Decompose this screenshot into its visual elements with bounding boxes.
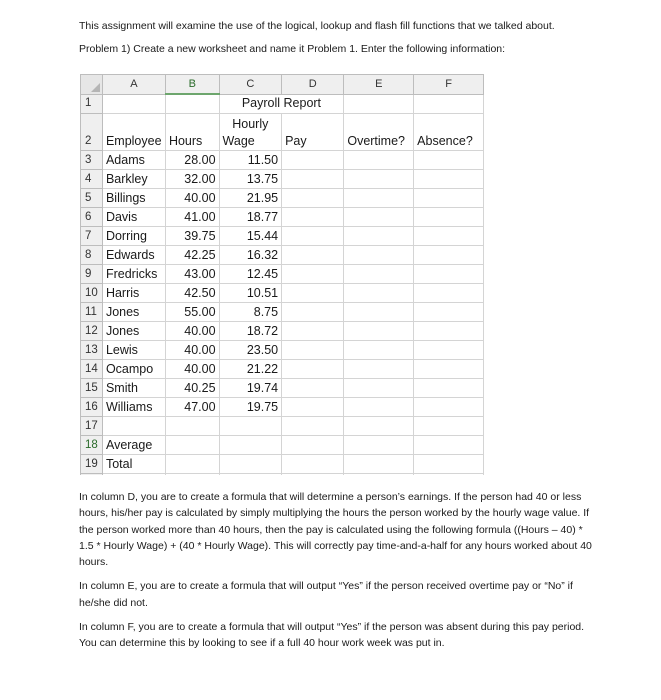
average-label[interactable]: Average — [102, 436, 165, 455]
cell[interactable] — [344, 208, 414, 227]
cell[interactable] — [414, 227, 484, 246]
wage-cell[interactable]: 23.50 — [219, 341, 282, 360]
column-header-a[interactable]: A — [102, 75, 165, 95]
cell[interactable] — [282, 303, 344, 322]
row-header[interactable]: 12 — [81, 322, 103, 341]
cell[interactable] — [414, 303, 484, 322]
wage-cell[interactable]: 16.32 — [219, 246, 282, 265]
cell[interactable] — [165, 455, 219, 474]
cell — [102, 474, 165, 476]
sheet-row — [81, 436, 484, 455]
header-pay[interactable]: Pay — [282, 114, 344, 151]
cell — [165, 474, 219, 476]
cell[interactable] — [102, 94, 165, 114]
row-header[interactable]: 3 — [81, 151, 103, 170]
wage-cell[interactable]: 11.50 — [219, 151, 282, 170]
cell[interactable] — [282, 436, 344, 455]
cell[interactable] — [414, 151, 484, 170]
cell[interactable] — [102, 417, 165, 436]
employee-name-cell[interactable]: Billings — [102, 189, 165, 208]
cell[interactable] — [344, 227, 414, 246]
instruction-column-d: In column D, you are to create a formula that will determine a person’s earnings. If the person had 40 or less hours, his/her pay is calculated by simply multiplying the hours the person worked by the hourly wage value. If the person worked more than 40 hours, then the pay is calculated using the following formula ((Hours – 40) * 1.5 * Hourly Wage) + (40 * Hourly Wage). This will correctly pay time-and-a-half for any hours worked about 40 hours. — [79, 491, 592, 569]
table-row — [81, 151, 484, 170]
employee-name-cell[interactable]: Edwards — [102, 246, 165, 265]
wage-cell[interactable]: 15.44 — [219, 227, 282, 246]
cell[interactable] — [344, 436, 414, 455]
cell[interactable] — [414, 246, 484, 265]
cell[interactable] — [344, 417, 414, 436]
cell[interactable] — [344, 322, 414, 341]
wage-cell[interactable]: 12.45 — [219, 265, 282, 284]
header-wage: Wage — [222, 134, 255, 148]
table-row — [81, 208, 484, 227]
table-row — [81, 398, 484, 417]
table-row — [81, 246, 484, 265]
cell[interactable] — [282, 379, 344, 398]
wage-cell[interactable]: 10.51 — [219, 284, 282, 303]
row-header[interactable]: 14 — [81, 360, 103, 379]
cell — [219, 474, 282, 476]
table-row — [81, 322, 484, 341]
header-hours[interactable]: Hours — [165, 114, 219, 151]
hours-cell[interactable]: 42.50 — [165, 284, 219, 303]
wage-cell[interactable]: 19.75 — [219, 398, 282, 417]
table-row — [81, 379, 484, 398]
cell[interactable] — [344, 360, 414, 379]
sheet-row — [81, 455, 484, 474]
column-header-row — [81, 75, 484, 95]
sheet-row-cut — [81, 474, 484, 476]
cell — [414, 474, 484, 476]
cell[interactable] — [414, 341, 484, 360]
cell[interactable] — [282, 341, 344, 360]
employee-name-cell[interactable]: Jones — [102, 303, 165, 322]
cell[interactable] — [414, 379, 484, 398]
column-header-f[interactable]: F — [414, 75, 484, 95]
cell[interactable] — [282, 151, 344, 170]
hours-cell[interactable]: 40.00 — [165, 341, 219, 360]
cell[interactable] — [414, 417, 484, 436]
row-header[interactable]: 19 — [81, 455, 103, 474]
cell[interactable] — [414, 208, 484, 227]
row-header-partial — [81, 474, 103, 476]
instruction-column-f: In column F, you are to create a formula that will output “Yes” if the person was absent during this pay period. You can determine this by looking to see if a full 40 hour work week was put in. — [79, 621, 585, 650]
employee-name-cell[interactable]: Fredricks — [102, 265, 165, 284]
cell[interactable] — [219, 455, 282, 474]
table-row — [81, 284, 484, 303]
row-header[interactable]: 7 — [81, 227, 103, 246]
cell[interactable] — [344, 94, 414, 114]
spreadsheet-image — [80, 74, 484, 475]
employee-name-cell[interactable]: Williams — [102, 398, 165, 417]
cell[interactable] — [282, 227, 344, 246]
header-absence[interactable]: Absence? — [414, 114, 484, 151]
payroll-table — [80, 74, 484, 475]
cell[interactable] — [344, 303, 414, 322]
cell[interactable] — [282, 265, 344, 284]
report-title[interactable]: Payroll Report — [219, 94, 344, 114]
cell[interactable] — [282, 246, 344, 265]
cell[interactable] — [282, 170, 344, 189]
row-header[interactable]: 8 — [81, 246, 103, 265]
cell[interactable] — [344, 265, 414, 284]
employee-name-cell[interactable]: Adams — [102, 151, 165, 170]
cell[interactable] — [165, 417, 219, 436]
cell[interactable] — [414, 94, 484, 114]
wage-cell[interactable]: 18.77 — [219, 208, 282, 227]
table-row — [81, 170, 484, 189]
hours-cell[interactable]: 28.00 — [165, 151, 219, 170]
column-header-b[interactable]: B — [165, 75, 219, 95]
cell[interactable] — [282, 398, 344, 417]
row-header[interactable]: 17 — [81, 417, 103, 436]
wage-cell[interactable]: 19.74 — [219, 379, 282, 398]
cell — [344, 474, 414, 476]
cell[interactable] — [414, 284, 484, 303]
instructions — [79, 489, 599, 660]
cell[interactable] — [414, 170, 484, 189]
cell[interactable] — [414, 360, 484, 379]
table-row — [81, 265, 484, 284]
cell[interactable] — [165, 94, 219, 114]
column-header-c[interactable]: C — [219, 75, 282, 95]
cell[interactable] — [414, 322, 484, 341]
sheet-row — [81, 114, 484, 151]
cell[interactable] — [282, 208, 344, 227]
table-row — [81, 303, 484, 322]
hours-cell[interactable]: 55.00 — [165, 303, 219, 322]
cell[interactable] — [414, 436, 484, 455]
column-header-e[interactable]: E — [344, 75, 414, 95]
table-row — [81, 341, 484, 360]
cell[interactable] — [344, 246, 414, 265]
row-header[interactable]: 2 — [81, 114, 103, 151]
wage-cell[interactable]: 8.75 — [219, 303, 282, 322]
cell[interactable] — [282, 189, 344, 208]
cell[interactable] — [219, 436, 282, 455]
employee-name-cell[interactable]: Davis — [102, 208, 165, 227]
employee-name-cell[interactable]: Ocampo — [102, 360, 165, 379]
cell[interactable] — [282, 455, 344, 474]
cell[interactable] — [414, 265, 484, 284]
cell[interactable] — [219, 417, 282, 436]
sheet-row — [81, 417, 484, 436]
cell[interactable] — [414, 398, 484, 417]
hours-cell[interactable]: 43.00 — [165, 265, 219, 284]
header-hourly: Hourly — [232, 117, 269, 131]
cell[interactable] — [344, 455, 414, 474]
problem-statement: Problem 1) Create a new worksheet and name it Problem 1. Enter the following information: — [79, 43, 506, 55]
cell[interactable] — [344, 189, 414, 208]
cell — [282, 474, 344, 476]
cell[interactable] — [344, 398, 414, 417]
hours-cell[interactable]: 40.25 — [165, 379, 219, 398]
row-header[interactable]: 5 — [81, 189, 103, 208]
row-header[interactable]: 13 — [81, 341, 103, 360]
employee-name-cell[interactable]: Smith — [102, 379, 165, 398]
wage-cell[interactable]: 13.75 — [219, 170, 282, 189]
hours-cell[interactable]: 39.75 — [165, 227, 219, 246]
row-header[interactable]: 1 — [81, 94, 103, 114]
employee-name-cell[interactable]: Dorring — [102, 227, 165, 246]
wage-cell[interactable]: 21.95 — [219, 189, 282, 208]
instruction-column-e: In column E, you are to create a formula that will output “Yes” if the person received overtime pay or “No” if he/she did not. — [79, 580, 573, 609]
cell[interactable] — [414, 189, 484, 208]
row-header[interactable]: 6 — [81, 208, 103, 227]
header-overtime[interactable]: Overtime? — [344, 114, 414, 151]
wage-cell[interactable]: 18.72 — [219, 322, 282, 341]
cell[interactable] — [344, 284, 414, 303]
row-header[interactable]: 4 — [81, 170, 103, 189]
row-header[interactable]: 11 — [81, 303, 103, 322]
column-header-d[interactable]: D — [282, 75, 344, 95]
row-header[interactable]: 10 — [81, 284, 103, 303]
hours-cell[interactable]: 32.00 — [165, 170, 219, 189]
intro-text: This assignment will examine the use of the logical, lookup and flash fill functions that we talked about. — [79, 20, 555, 32]
cell[interactable] — [344, 170, 414, 189]
cell[interactable] — [282, 417, 344, 436]
cell[interactable] — [344, 379, 414, 398]
cell[interactable] — [344, 151, 414, 170]
cell[interactable] — [282, 284, 344, 303]
hours-cell[interactable]: 40.00 — [165, 360, 219, 379]
row-header[interactable]: 15 — [81, 379, 103, 398]
row-header[interactable]: 16 — [81, 398, 103, 417]
cell[interactable] — [344, 341, 414, 360]
row-header[interactable]: 18 — [81, 436, 103, 455]
cell[interactable] — [165, 436, 219, 455]
employee-name-cell[interactable]: Jones — [102, 322, 165, 341]
employee-name-cell[interactable]: Lewis — [102, 341, 165, 360]
row-header[interactable]: 9 — [81, 265, 103, 284]
wage-cell[interactable]: 21.22 — [219, 360, 282, 379]
header-hourly-wage[interactable] — [219, 114, 282, 151]
hours-cell[interactable]: 41.00 — [165, 208, 219, 227]
header-employee[interactable]: Employee — [102, 114, 165, 151]
sheet-row — [81, 94, 484, 114]
table-row — [81, 360, 484, 379]
hours-cell[interactable]: 40.00 — [165, 322, 219, 341]
employee-name-cell[interactable]: Barkley — [102, 170, 165, 189]
hours-cell[interactable]: 40.00 — [165, 189, 219, 208]
cell[interactable] — [282, 360, 344, 379]
select-all-corner[interactable] — [81, 75, 103, 95]
cell[interactable] — [282, 322, 344, 341]
hours-cell[interactable]: 42.25 — [165, 246, 219, 265]
employee-name-cell[interactable]: Harris — [102, 284, 165, 303]
total-label[interactable]: Total — [102, 455, 165, 474]
cell[interactable] — [414, 455, 484, 474]
table-row — [81, 189, 484, 208]
hours-cell[interactable]: 47.00 — [165, 398, 219, 417]
table-row — [81, 227, 484, 246]
